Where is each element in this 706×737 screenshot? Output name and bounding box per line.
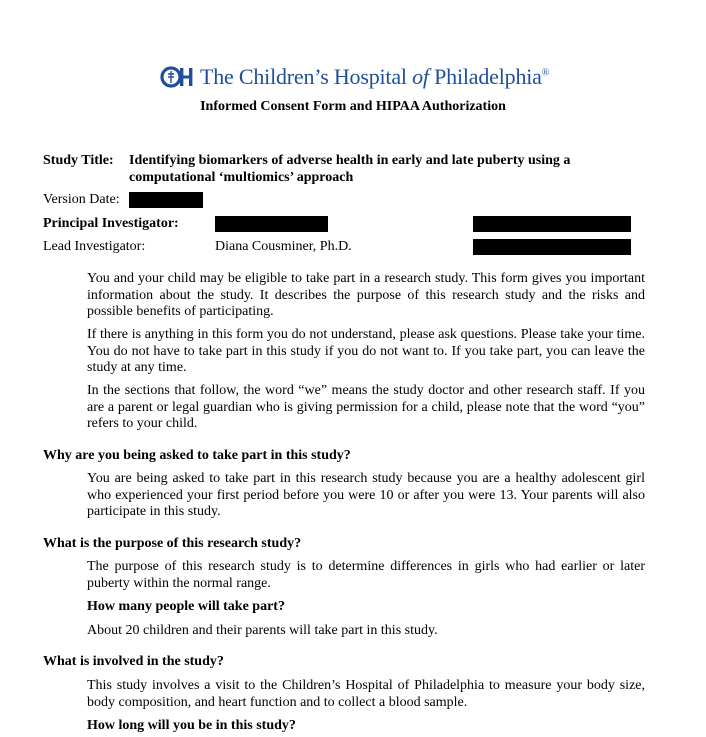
purpose-paragraph: The purpose of this research study is to determine differences in girls who had earlier or later puberty within the normal range. (87, 559, 645, 591)
lead-investigator-label: Lead Investigator: (43, 239, 146, 254)
heading-purpose: What is the purpose of this research study? (43, 536, 302, 551)
why-paragraph: You are being asked to take part in this research study because you are a healthy adolescent girl who experienced your first period before you were 10 or after you were 13. Your parents will also participate in this study. (87, 471, 645, 519)
chop-logo-icon (160, 65, 194, 89)
study-title-line-2: computational ‘multiomics’ approach (129, 170, 354, 185)
intro-paragraph-3: In the sections that follow, the word “we” means the study doctor and other research staff. If you are a parent or legal guardian who is giving permission for a child, please note that the word “you” refers to your child. (87, 383, 645, 431)
how-many-paragraph: About 20 children and their parents will take part in this study. (87, 623, 438, 638)
redaction-pi-contact (473, 216, 631, 232)
study-title-label: Study Title: (43, 153, 114, 168)
principal-investigator-label: Principal Investigator: (43, 216, 179, 231)
version-date-label: Version Date: (43, 192, 120, 207)
redaction-lead-contact (473, 239, 631, 255)
study-title-line-1: Identifying biomarkers of adverse health in early and late puberty using a (129, 153, 571, 168)
lead-investigator-name: Diana Cousminer, Ph.D. (215, 239, 352, 254)
heading-why: Why are you being asked to take part in this study? (43, 448, 351, 463)
form-title: Informed Consent Form and HIPAA Authorization (200, 99, 506, 114)
redaction-pi-name (215, 216, 328, 232)
involved-paragraph: This study involves a visit to the Children’s Hospital of Philadelphia to measure your body size, body composition, and heart function and to collect a blood sample. (87, 678, 645, 710)
study-title-block (43, 152, 645, 185)
heading-involved: What is involved in the study? (43, 654, 224, 669)
heading-how-many: How many people will take part? (87, 599, 285, 614)
heading-how-long: How long will you be in this study? (87, 718, 296, 733)
redaction-version-date (129, 192, 203, 208)
intro-paragraph-2: If there is anything in this form you do not understand, please ask questions. Please take your time. You do not have to take part in this study if you do not want to. If you take part, you can leave the study at any time. (87, 327, 645, 375)
hospital-name: The Children’s Hospital of Philadelphia® (200, 64, 550, 89)
hospital-logo (160, 64, 549, 90)
intro-paragraph-1: You and your child may be eligible to take part in a research study. This form gives you important information about the study. It describes the purpose of this research study and the risks and possible benefits of participating. (87, 271, 645, 319)
